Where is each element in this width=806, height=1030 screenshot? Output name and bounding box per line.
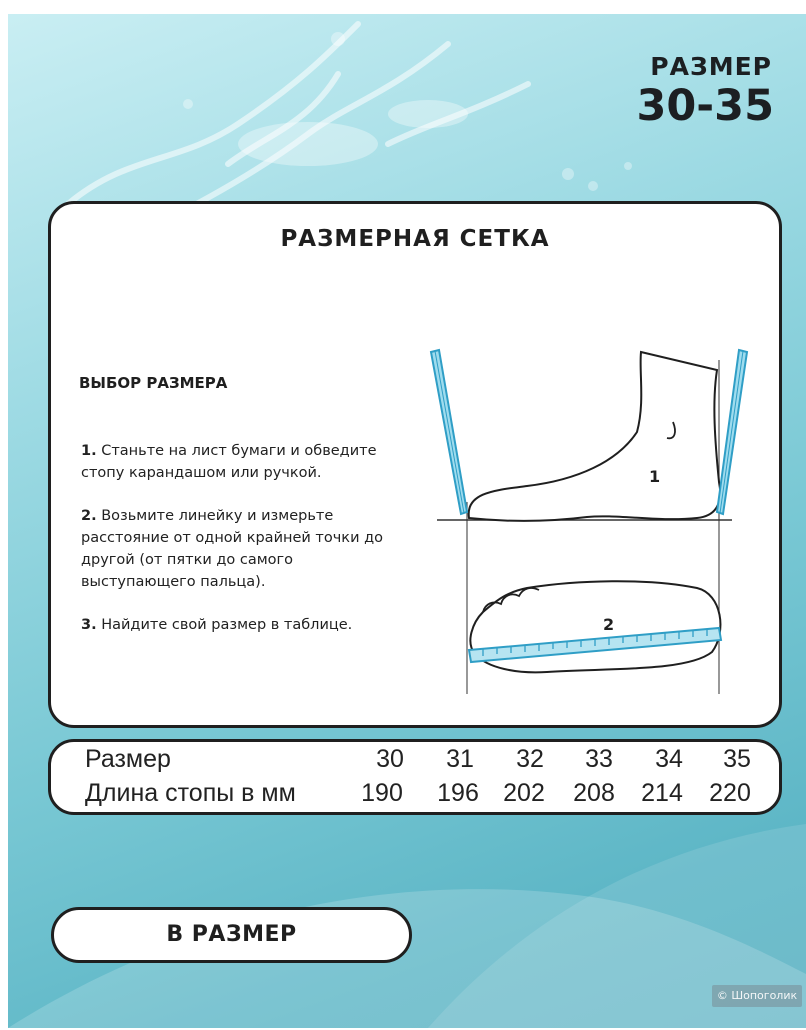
card-title: РАЗМЕРНАЯ СЕТКА [280,226,550,252]
size-cell: 31 [446,745,474,773]
size-cell: 32 [516,745,544,773]
size-row-label: Размер [85,745,171,773]
size-word: РАЗМЕР [650,52,772,81]
foot-side-outline [469,352,721,521]
step-number: 3. [81,617,97,633]
instruction-step [81,614,401,636]
size-cell: 33 [585,745,613,773]
watermark: © Шопоголик [712,985,802,1007]
step-number: 2. [81,508,97,524]
section-subtitle: ВЫБОР РАЗМЕРА [79,374,228,392]
step-text: Найдите свой размер в таблице. [101,617,353,633]
length-cell: 196 [437,779,479,807]
length-cell: 220 [709,779,751,807]
pencil-left-icon [431,350,467,514]
top-view-label: 2 [603,615,615,634]
pencil-right-icon [717,350,747,514]
size-row [51,745,779,779]
size-range: 30-35 [636,81,774,131]
instruction-step [81,505,401,593]
size-cell: 35 [723,745,751,773]
size-table [48,739,782,815]
side-view-label: 1 [649,467,661,486]
size-range-label [594,52,774,129]
size-guide-card [48,201,782,728]
step-text: Станьте на лист бумаги и обведите стопу карандашом или ручкой. [81,443,377,481]
length-row [51,779,779,813]
step-text: Возьмите линейку и измерьте расстояние от одной крайней точки до другой (от пятки до самого выступающего пальца). [81,508,383,590]
instruction-list [81,440,401,657]
size-cell: 30 [376,745,404,773]
length-cell: 208 [573,779,615,807]
fit-true-to-size-badge: В РАЗМЕР [51,907,412,963]
instruction-step [81,440,401,484]
length-row-label: Длина стопы в мм [85,779,296,807]
step-number: 1. [81,443,97,459]
length-cell: 214 [641,779,683,807]
foot-measuring-icon [427,342,777,712]
length-cell: 202 [503,779,545,807]
length-cell: 190 [361,779,403,807]
size-cell: 34 [655,745,683,773]
